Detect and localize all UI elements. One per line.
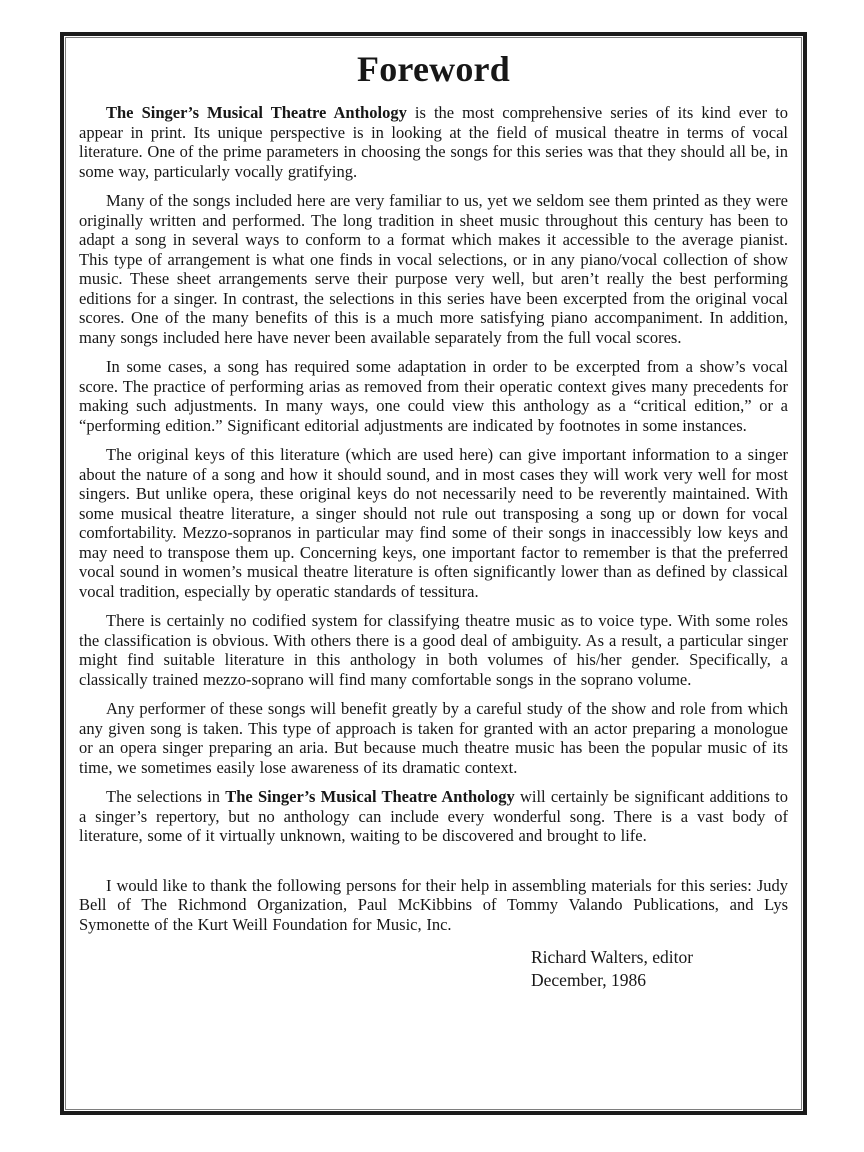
paragraph-text: The original keys of this literature (which are used here) can give important information to a singer about the nature of a song and how it should sound, and in most cases they will work very well for most singers. But unlike opera, these original keys do not necessarily need to be reverently maintained. With some musical theatre literature, a singer should not rule out transposing a song up or down for vocal comfortability. Mezzo-sopranos in particular may find some of their songs in inaccessibly low keys and may need to transpose them up. Concerning keys, one important factor to remember is that the preferred vocal sound in women’s musical theatre literature is often significantly lower than as defined by classical vocal tradition, especially by operatic standards of tessitura. [79, 445, 788, 601]
paragraph-text: I would like to thank the following persons for their help in assembling materials for this series: Judy Bell of The Richmond Organization, Paul McKibbins of Tommy Valando Publications, and Lys Symonette of the Kurt Weill Foundation for Music, Inc. [79, 875, 788, 934]
signature-block [531, 946, 788, 992]
paragraph-intro [79, 103, 788, 181]
foreword-page [64, 36, 803, 992]
bold-title-text: The Singer’s Musical Theatre Anthology [106, 103, 407, 122]
paragraph-text: is the most comprehensive series of its kind ever to appear in print. Its unique perspective is in looking at the field of musical theatre in terms of vocal literature. One of the prime parameters in choosing the songs for this series was that they should all be, in some way, particularly vocally gratifying. [79, 103, 788, 181]
paragraph-text: There is certainly no codified system for classifying theatre music as to voice type. With some roles the classification is obvious. With others there is a good deal of ambiguity. As a result, a particular singer might find suitable literature in this anthology in both volumes of his/her gender. Specifically, a classically trained mezzo-soprano will find many comfortable songs in the soprano volume. [79, 611, 788, 689]
paragraph-adaptation [79, 357, 788, 435]
paragraph-text: Many of the songs included here are very familiar to us, yet we seldom see them printed as they were originally written and performed. The long tradition in sheet music throughout this century has been to adapt a song in several ways to conform to a format which makes it accessible to the average pianist. This type of arrangement is what one finds in vocal selections, or in any piano/vocal collection of show music. These sheet arrangements serve their purpose very well, but aren’t really the best performing editions for a singer. In contrast, the selections in this series have been excerpted from the original vocal scores. One of the many benefits of this is a much more satisfying piano accompaniment. In addition, many songs included here have never been available separately from the full vocal scores. [79, 191, 788, 347]
paragraph-sheet-music [79, 191, 788, 347]
paragraph-dramatic-context [79, 699, 788, 777]
paragraph-voice-type [79, 611, 788, 689]
paragraph-acknowledgments [79, 876, 788, 935]
page-border-frame [60, 32, 807, 1115]
paragraph-text: In some cases, a song has required some adaptation in order to be excerpted from a show’s vocal score. The practice of performing arias as removed from their operatic context gives many precedents for making such adjustments. In many ways, one could view this anthology as a “critical edition,” or a “performing edition.” Significant editorial adjustments are indicated by footnotes in some instances. [79, 357, 788, 435]
paragraph-selections [79, 787, 788, 846]
foreword-paragraphs [79, 103, 788, 934]
signature-date: December, 1986 [531, 970, 646, 990]
page-title: Foreword [357, 49, 510, 89]
paragraph-original-keys [79, 445, 788, 601]
signature-editor: Richard Walters, editor [531, 947, 694, 967]
bold-title-text: The Singer’s Musical Theatre Anthology [225, 787, 515, 806]
paragraph-text: Any performer of these songs will benefit greatly by a careful study of the show and role from which any given song is taken. This type of approach is taken for granted with an actor preparing a monologue or an opera singer preparing an aria. But because much theatre music has been the popular music of its time, we sometimes easily lose awareness of its dramatic context. [79, 699, 788, 777]
paragraph-text: will certainly be significant additions to a singer’s repertory, but no anthology can include every wonderful song. There is a vast body of literature, some of it virtually unknown, waiting to be discovered and brought to life. [79, 787, 788, 845]
paragraph-text: The selections in [106, 787, 226, 806]
